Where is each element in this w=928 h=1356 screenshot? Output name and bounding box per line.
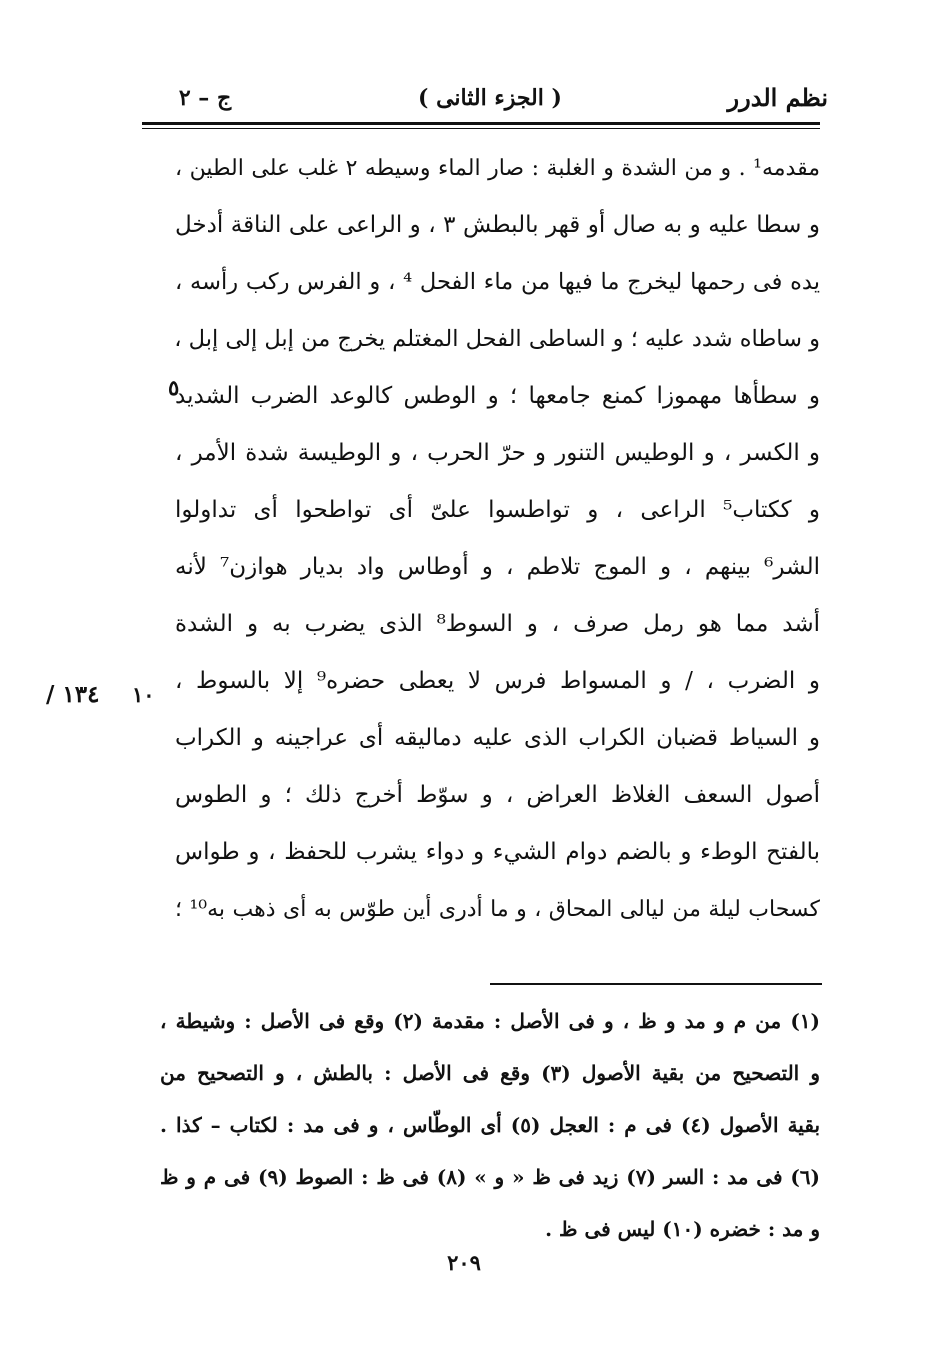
text-line: و ككتاب⁵ الراعى ، و تواطسوا علىّ أى تواطحوا أى تداولوا	[175, 497, 820, 523]
footnote-line: بقية الأصول (٤) فى م : العجل (٥) أى الوطّاس ، و فى مد : لكتاب – كذا .	[160, 1113, 821, 1137]
text-line: و ساطاه شدد عليه ؛ و الساطى الفحل المغتلم يخرج من إبل إلى إبل ،	[174, 326, 820, 352]
footnote-line: (١) من م و مد و ظ ، و فى الأصل : مقدمة (٢) وقع فى الأصل : وشيطة ،	[160, 1009, 820, 1033]
text-line: و السياط قضبان الكراب الذى عليه دماليقه أى عراجينه و الكراب	[175, 725, 820, 751]
text-line: كسحاب ليلة من ليالى المحاق ، و ما أدرى أين طوّس به أى ذهب به¹⁰ ؛	[175, 897, 820, 922]
body-text	[175, 140, 820, 938]
running-title: نظم الدرر	[727, 83, 828, 112]
text-line: الشر⁶ بينهم ، و الموج تلاطم ، و أوطاس واد بديار هوازن⁷ لأنه	[175, 554, 820, 580]
line-number-10: ١٠	[132, 682, 155, 707]
text-line: و سطأها مهموزا كمنع جامعها ؛ و الوطس كالوعد الضرب الشديد	[175, 383, 820, 409]
header-rule-thin	[142, 128, 820, 129]
footnote-line: (٦) فى مد : السر (٧) زيد فى ظ « و » (٨) فى ظ : الصوط (٩) فى م و ظ	[160, 1165, 821, 1189]
footnotes	[160, 995, 820, 1255]
header-rule-thick	[142, 122, 820, 125]
part-label: ( الجزء الثانى )	[418, 85, 562, 111]
text-line: بالفتح الوطء و بالضم دوام الشيء و دواء يشرب للحفظ ، و طواس	[175, 839, 820, 865]
volume-label: ج – ٢	[178, 85, 232, 111]
line-number-5: ٥	[168, 375, 180, 400]
text-line: أصول السعف الغلاظ العراض ، و سوّط أخرج ذلك ؛ و الطوس	[175, 782, 820, 808]
text-line: و الكسر ، و الوطيس التنور و حرّ الحرب ، و الوطيسة شدة الأمر ،	[175, 440, 820, 466]
footnote-separator	[490, 983, 822, 985]
footnote-line: و التصحيح من بقية الأصول (٣) وقع فى الأصل : بالطش ، و التصحيح من	[160, 1061, 820, 1085]
text-line: و سطا عليه و به صال أو قهر بالبطش ٣ ، و الراعى على الناقة أدخل	[175, 212, 820, 238]
text-line: مقدمه¹ . و من الشدة و الغلبة : صار الماء وسيطه ٢ غلب على الطين ،	[175, 156, 820, 181]
page-number: ٢٠٩	[447, 1250, 481, 1275]
text-line: أشد مما هو رمل صرف ، و السوط⁸ الذى يضرب به و الشدة	[175, 611, 820, 637]
folio-marker: ١٣٤ /	[46, 681, 100, 708]
text-line: و الضرب ، / و المسواط فرس لا يعطى حضره⁹ إلا بالسوط ،	[175, 668, 820, 694]
footnote-line: و مد : خضره (١٠) ليس فى ظ .	[545, 1217, 820, 1241]
text-line: يده فى رحمها ليخرج ما فيها من ماء الفحل ⁴ ، و الفرس ركب رأسه ،	[175, 269, 820, 295]
